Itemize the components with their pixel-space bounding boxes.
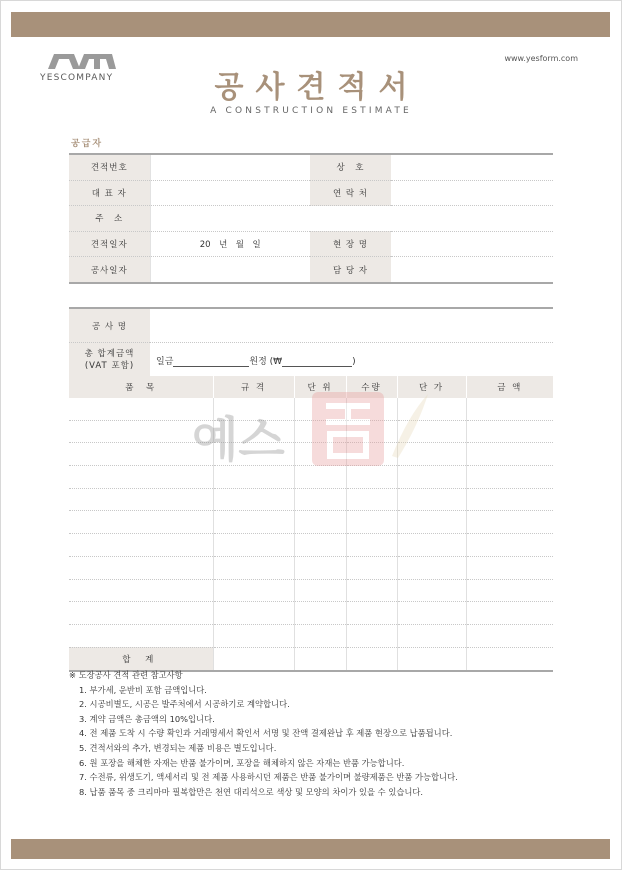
unit-cell[interactable] [294,624,346,647]
address-label: 주 소 [69,206,150,232]
notes-section [69,668,569,799]
col-header-unit-price: 단 가 [397,376,466,398]
quantity-cell[interactable] [346,511,397,534]
unit-cell[interactable] [294,556,346,579]
item-cell[interactable] [69,443,213,466]
table-row [69,556,553,579]
note-item: 4. 전 제품 도착 시 수량 확인과 거래명세서 확인서 서명 및 잔액 결제완납 후 제품 현장으로 납품됩니다. [79,728,453,739]
table-row [69,206,553,232]
supplier-table [69,153,553,284]
unit-cell[interactable] [294,466,346,489]
spec-cell[interactable] [213,443,294,466]
items-header-row [69,376,553,398]
items-table [69,376,553,672]
table-row [69,534,553,557]
site-name-field[interactable] [391,231,553,257]
company-name: YESCOMPANY [40,73,114,83]
spec-cell[interactable] [213,466,294,489]
unit-cell[interactable] [294,511,346,534]
item-cell[interactable] [69,556,213,579]
supplier-section-label: 공급자 [71,139,104,149]
unit-cell[interactable] [294,488,346,511]
document-subtitle: A CONSTRUCTION ESTIMATE [210,106,412,116]
unit-price-cell[interactable] [397,579,466,602]
quantity-cell[interactable] [346,398,397,420]
amount-cell[interactable] [466,420,553,443]
company-name-label: 상 호 [310,154,391,180]
spec-cell[interactable] [213,579,294,602]
item-cell[interactable] [69,624,213,647]
spec-cell[interactable] [213,488,294,511]
unit-price-cell[interactable] [397,466,466,489]
table-row [69,257,553,283]
quantity-cell[interactable] [346,443,397,466]
manager-label: 담 당 자 [310,257,391,283]
project-name-field[interactable] [150,308,553,343]
total-label: 합 계 [69,647,213,671]
table-row [69,602,553,625]
unit-price-cell[interactable] [397,443,466,466]
col-header-item: 품 목 [69,376,213,398]
manager-field[interactable] [391,257,553,283]
table-row [69,398,553,420]
bottom-band [11,839,610,859]
unit-cell[interactable] [294,420,346,443]
amount-cell[interactable] [466,466,553,489]
total-amount-label-line1: 총 합계금액 [84,349,135,359]
amount-cell[interactable] [466,398,553,420]
item-cell[interactable] [69,579,213,602]
item-cell[interactable] [69,602,213,625]
amount-middle: 원정 (₩ [249,356,283,367]
table-row [69,488,553,511]
document-title: 공사견적서 [214,70,420,105]
unit-cell[interactable] [294,534,346,557]
col-header-quantity: 수량 [346,376,397,398]
quantity-cell[interactable] [346,466,397,489]
svg-text:예스: 예스 [192,412,285,468]
amount-cell[interactable] [466,602,553,625]
note-item: 6. 원 포장을 해체한 자재는 반품 불가이며, 포장을 해체하지 않은 자재는 반품 가능합니다. [79,757,405,768]
spec-cell[interactable] [213,602,294,625]
quantity-cell[interactable] [346,534,397,557]
col-header-amount: 금 액 [466,376,553,398]
estimate-number-field[interactable] [150,154,310,180]
amount-cell[interactable] [466,443,553,466]
spec-cell[interactable] [213,534,294,557]
spec-cell[interactable] [213,624,294,647]
address-field[interactable] [150,206,553,232]
quantity-cell[interactable] [346,602,397,625]
spec-cell[interactable] [213,398,294,420]
note-item: 5. 견적서와의 추가, 변경되는 제품 비용은 별도입니다. [79,742,277,753]
table-row [69,511,553,534]
amount-cell[interactable] [466,579,553,602]
spec-cell[interactable] [213,420,294,443]
amount-suffix: ) [352,356,356,367]
note-item: 7. 수전류, 위생도기, 액세서리 및 전 제품 사용하시던 제품은 반품 불가이며 불량제품은 반품 가능합니다. [79,772,458,783]
table-row [69,308,553,343]
note-item: 2. 시공비별도, 시공은 발주처에서 시공하기로 계약합니다. [79,699,290,710]
quantity-cell[interactable] [346,624,397,647]
amount-cell[interactable] [466,511,553,534]
construction-date-label: 공사일자 [69,257,150,283]
note-item: 8. 납품 품목 중 크리마마 필복합만은 천연 대리석으로 색상 및 모양의 차이가 있을 수 있습니다. [79,786,424,797]
table-row [69,466,553,489]
quantity-cell[interactable] [346,579,397,602]
amount-cell[interactable] [466,624,553,647]
unit-price-cell[interactable] [397,420,466,443]
total-amount-field[interactable] [150,343,553,378]
total-amount-label [69,343,150,378]
unit-price-cell[interactable] [397,624,466,647]
col-header-unit: 단 위 [294,376,346,398]
spec-cell[interactable] [213,556,294,579]
representative-field[interactable] [150,180,310,206]
item-cell[interactable] [69,420,213,443]
quantity-cell[interactable] [346,556,397,579]
estimate-date-field[interactable]: 20 년 월 일 [150,231,310,257]
item-cell[interactable] [69,511,213,534]
table-row [69,579,553,602]
construction-date-field[interactable] [150,257,310,283]
total-amount-label-line2: (VAT 포함) [84,361,135,371]
estimate-number-label: 견적번호 [69,154,150,180]
table-row [69,624,553,647]
notes-title: ※ 도장공사 견적 관련 참고사항 [69,670,183,680]
table-row [69,443,553,466]
unit-price-cell[interactable] [397,488,466,511]
unit-cell[interactable] [294,443,346,466]
table-row [69,420,553,443]
unit-price-cell[interactable] [397,534,466,557]
top-band [11,12,610,37]
note-item: 1. 부가세, 운반비 포함 금액입니다. [79,684,207,695]
notes-list [69,683,569,800]
amount-cell[interactable] [466,488,553,511]
table-row [69,343,553,378]
company-name-field[interactable] [391,154,553,180]
unit-price-cell[interactable] [397,556,466,579]
unit-price-cell[interactable] [397,602,466,625]
amount-cell[interactable] [466,556,553,579]
representative-label: 대 표 자 [69,180,150,206]
amount-korean-blank[interactable] [173,356,249,367]
col-header-spec: 규 격 [213,376,294,398]
table-row [69,154,553,180]
note-item: 3. 계약 금액은 총금액의 10%입니다. [79,713,215,724]
site-name-label: 현 장 명 [310,231,391,257]
table-row [69,231,553,257]
project-name-label: 공 사 명 [69,308,150,343]
amount-number-blank[interactable] [282,356,352,367]
amount-prefix: 일금 [156,356,174,367]
website-url: www.yesform.com [504,54,578,63]
unit-cell[interactable] [294,398,346,420]
unit-price-cell[interactable] [397,511,466,534]
item-cell[interactable] [69,488,213,511]
project-table [69,307,553,378]
quantity-cell[interactable] [346,488,397,511]
amount-cell[interactable] [466,534,553,557]
quantity-cell[interactable] [346,420,397,443]
contact-label: 연 락 처 [310,180,391,206]
item-cell[interactable] [69,398,213,420]
contact-field[interactable] [391,180,553,206]
estimate-date-label: 견적일자 [69,231,150,257]
item-cell[interactable] [69,534,213,557]
unit-cell[interactable] [294,579,346,602]
table-row [69,180,553,206]
spec-cell[interactable] [213,511,294,534]
unit-price-cell[interactable] [397,398,466,420]
unit-cell[interactable] [294,602,346,625]
item-cell[interactable] [69,466,213,489]
